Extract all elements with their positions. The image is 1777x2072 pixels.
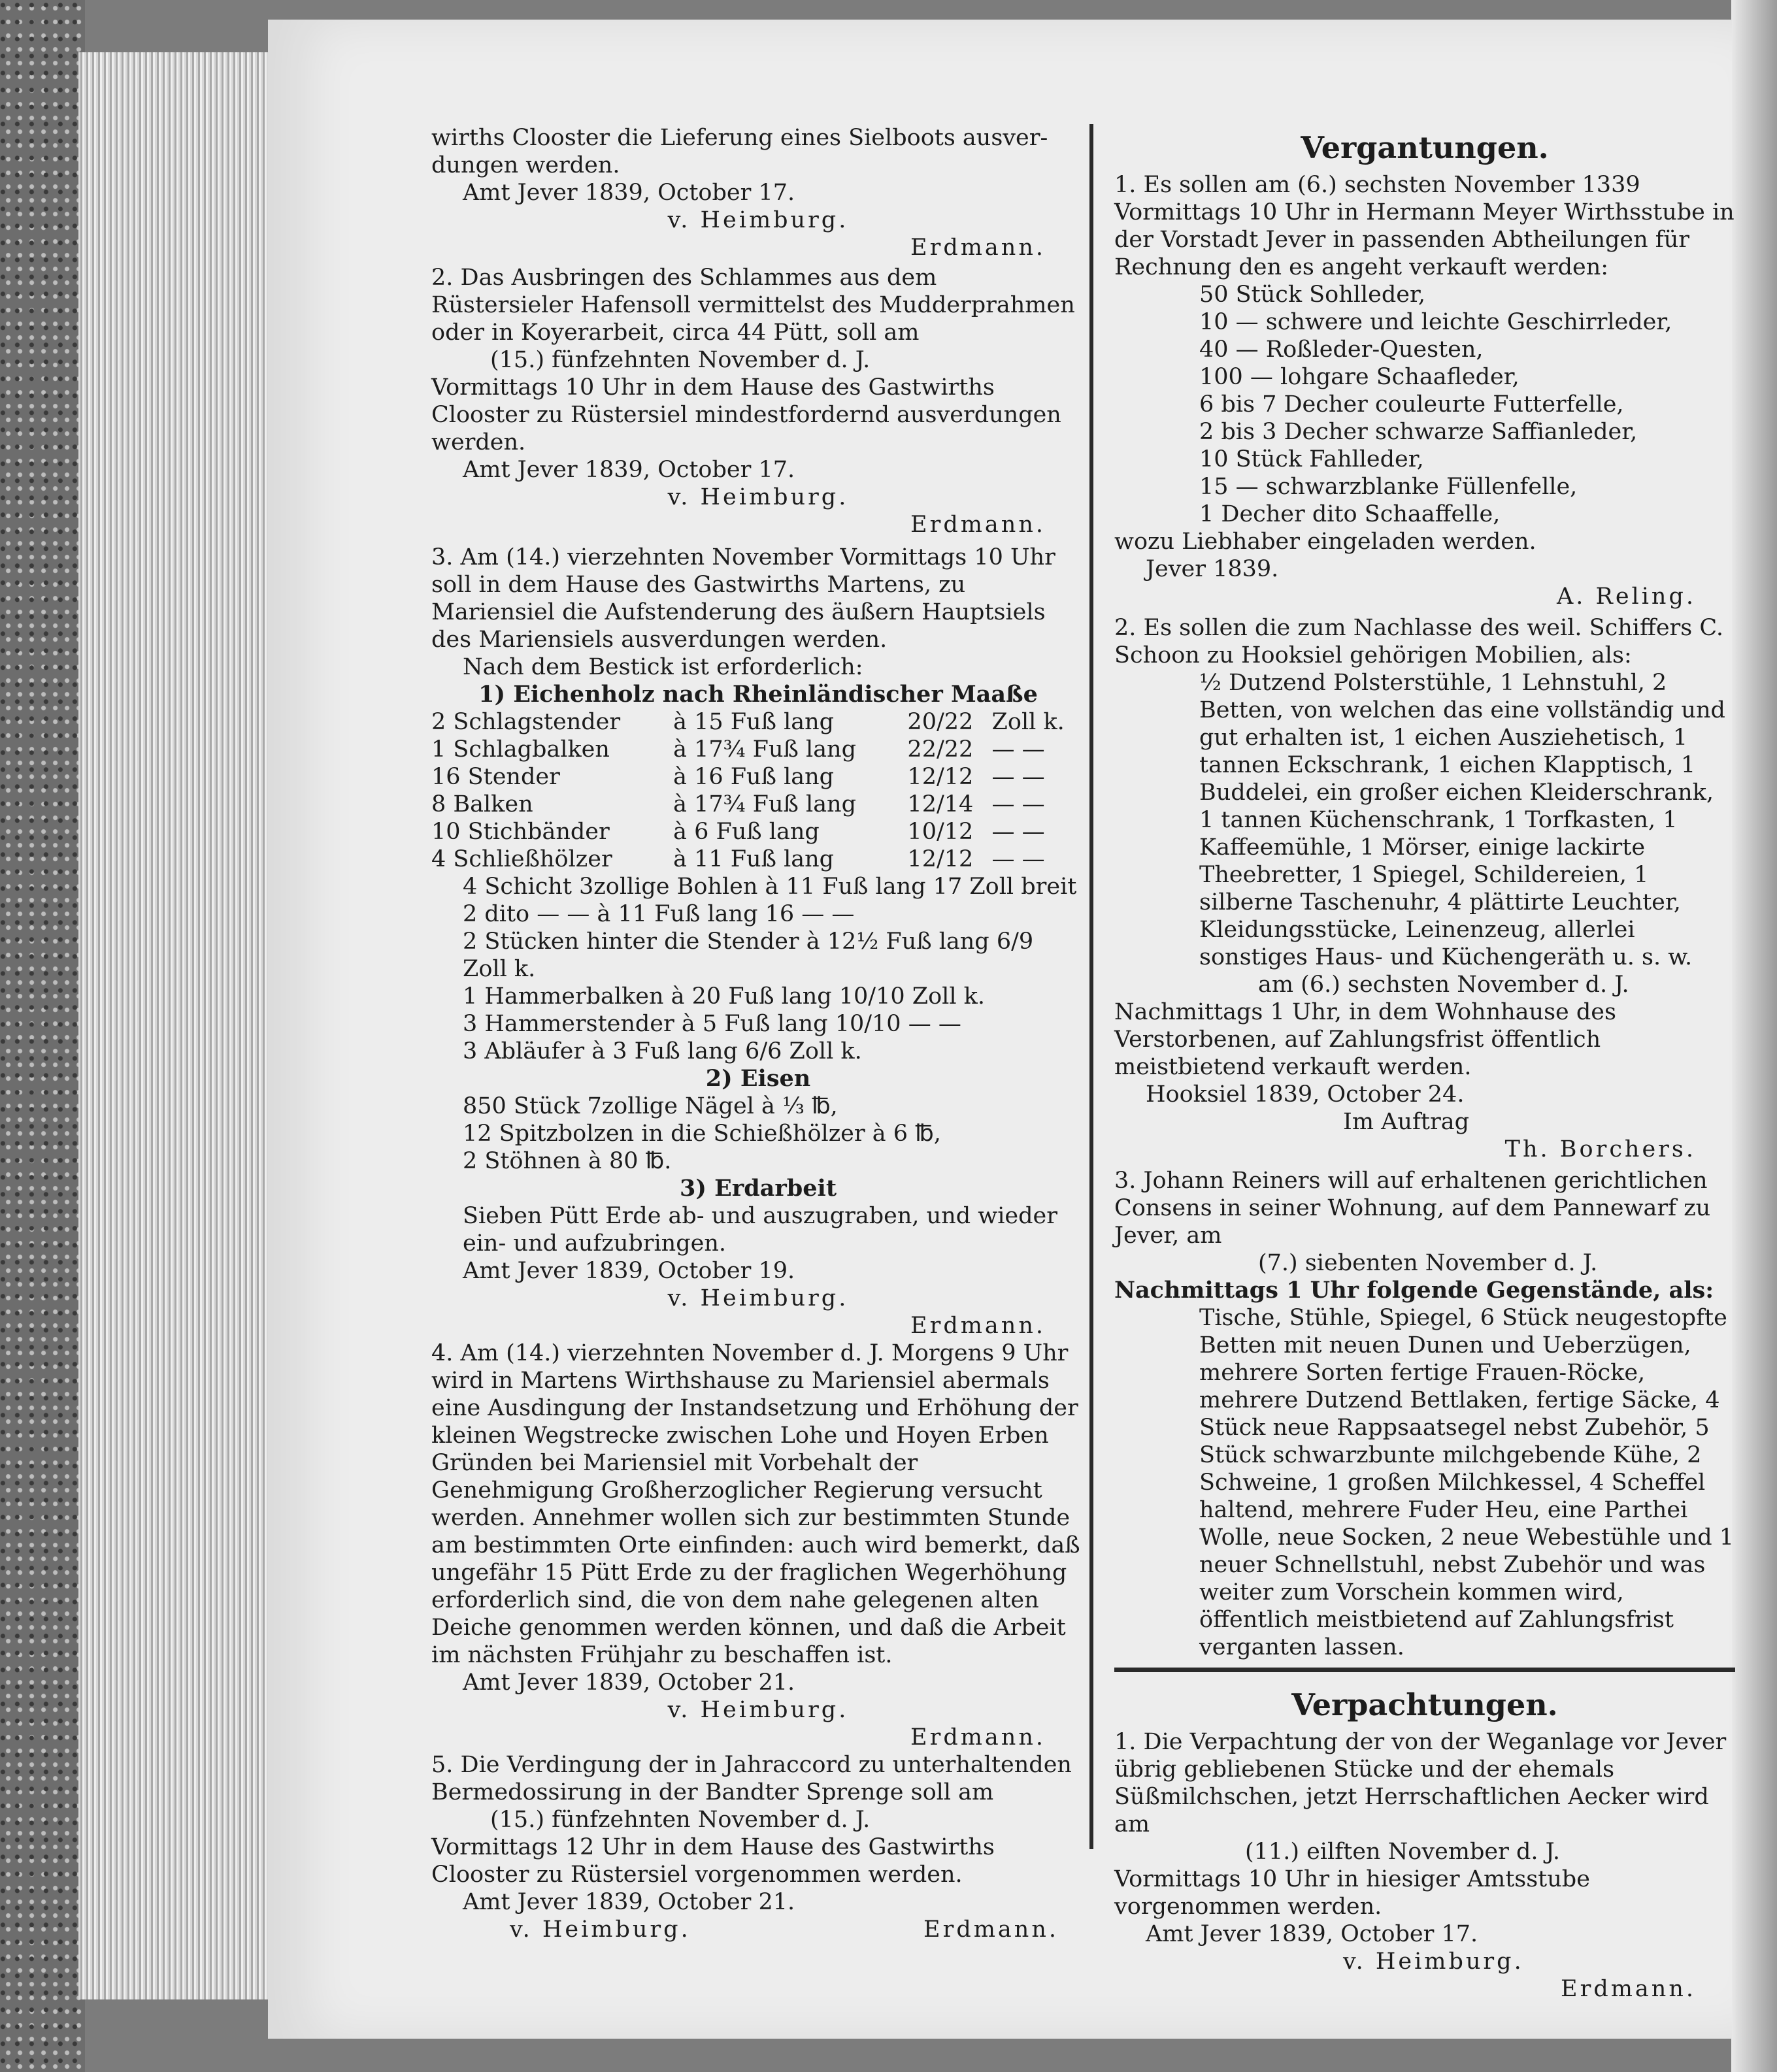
left-p0-sig2: Erdmann. (910, 235, 1046, 261)
list-item: 6 bis 7 Decher couleurte Futterfelle, (1199, 391, 1624, 418)
item-name: 16 Stender (431, 764, 560, 790)
left-para-4: 4. Am (14.) vierzehnten November d. J. Morgens 9 Uhr wird in Martens Wirthshause zu Mariensiel abermals eine Ausdingung der Instandsetzung und Erhöhung der kleinen Wegstrecke zwischen Lohe und Hoyen Erben Gründen bei Mariensiel mit Vorbehalt der Genehmigung Großherzoglicher Regierung versucht werden. Annehmer wollen sich zur bestimmten Stunde am bestimmten Orte einfinden: auch wird bemerkt, daß ungefähr 15 Pütt Erde zu der fraglichen Wegerhöhung erforderlich sind, die von dem nahe gelegenen alten Deiche genommen werden können, und daß die Arbeit im nächsten Frühjahr zu beschaffen ist. (431, 1340, 1080, 1668)
right-verpachtung-1: 1. Die Verpachtung der von der Weganlage vor Jever übrig gebliebenen Stücke und der ehemals Süßmilchschen, jetzt Herrschaftlichen Aecker wird am (1114, 1729, 1727, 1837)
item-name: 2 Schlagstender (431, 709, 621, 735)
item-length: à 15 Fuß lang (673, 709, 835, 735)
left-p2-when: (15.) fünfzehnten November d. J. (490, 347, 871, 373)
item-name: 8 Balken (431, 791, 533, 817)
left-p2-rest: Vormittags 10 Uhr in dem Hause des Gastwirths Clooster zu Rüstersiel mindestfordernd ausverdungen werden. (431, 374, 1061, 455)
list-item: 12 Spitzbolzen in die Schießhölzer à 6 ℔, (463, 1121, 941, 1147)
item-size: 10/12 (907, 819, 974, 845)
right-r1-tail: wozu Liebhaber eingeladen werden. (1114, 529, 1536, 555)
item-length: à 17¾ Fuß lang (673, 736, 857, 763)
right-r2-sig1: Im Auftrag (1343, 1109, 1469, 1135)
table-row (431, 818, 1085, 846)
left-p5-date: Amt Jever 1839, October 21. (463, 1889, 795, 1915)
item-unit: Zoll k. (991, 709, 1065, 735)
item-length: à 17¾ Fuß lang (673, 791, 857, 817)
right-column (1114, 124, 1735, 2003)
right-v1-date: Amt Jever 1839, October 17. (1146, 1921, 1478, 1947)
left-p5-when: (15.) fünfzehnten November d. J. (490, 1807, 871, 1833)
table-row (431, 791, 1085, 818)
list-item: 2 dito — — à 11 Fuß lang 16 — — (463, 901, 855, 927)
item-length: à 11 Fuß lang (673, 846, 835, 872)
list-item: 10 Stück Fahlleder, (1199, 446, 1424, 472)
list-item: 50 Stück Sohlleder, (1199, 282, 1426, 308)
right-r1-sig: A. Reling. (1556, 584, 1696, 610)
left-p3-sig2: Erdmann. (910, 1313, 1046, 1339)
left-p0-sig1: v. Heimburg. (667, 207, 849, 233)
item-name: 1 Schlagbalken (431, 736, 610, 763)
right-para-2: 2. Es sollen die zum Nachlasse des weil. Schiffers C. Schoon zu Hooksiel gehörigen Mobilien, als: (1114, 615, 1724, 668)
table-row (431, 708, 1085, 736)
section-divider (1114, 1668, 1735, 1672)
left-sec3-heading: 3) Erdarbeit (679, 1175, 837, 1202)
left-para-0: wirths Clooster die Lieferung eines Sielboots ausver-dungen werden. (431, 125, 1048, 178)
right-r2-date: Hooksiel 1839, October 24. (1146, 1081, 1465, 1108)
left-p5-sig1: v. Heimburg. (510, 1916, 691, 1943)
right-v1-rest: Vormittags 10 Uhr in hiesiger Amtsstube vorgenommen werden. (1114, 1866, 1590, 1920)
right-v1-sig1: v. Heimburg. (1343, 1949, 1524, 1975)
right-r2-sig2: Th. Borchers. (1504, 1136, 1696, 1162)
list-item: 3 Abläufer à 3 Fuß lang 6/6 Zoll k. (463, 1038, 862, 1064)
left-items1-table (431, 708, 1085, 873)
table-row (431, 763, 1085, 791)
right-r1-list (1114, 281, 1735, 528)
item-size: 12/12 (907, 764, 974, 790)
right-page-edge (1731, 0, 1777, 2072)
left-p4-date: Amt Jever 1839, October 21. (463, 1669, 795, 1696)
item-name: 10 Stichbänder (431, 819, 610, 845)
heading-vergantungen: Vergantungen. (1301, 130, 1549, 165)
list-item: 4 Schicht 3zollige Bohlen à 11 Fuß lang 17 Zoll breit (463, 874, 1077, 900)
item-name: 4 Schließhölzer (431, 846, 612, 872)
list-item: 3 Hammerstender à 5 Fuß lang 10/10 — — (463, 1011, 961, 1037)
list-item: 10 — schwere und leichte Geschirrleder, (1199, 309, 1672, 335)
left-p3-date: Amt Jever 1839, October 19. (463, 1258, 795, 1284)
left-p3-sig1: v. Heimburg. (667, 1285, 849, 1311)
right-v1-when: (11.) eilften November d. J. (1245, 1839, 1561, 1865)
right-r2-when: am (6.) sechsten November d. J. (1258, 972, 1629, 998)
left-p4-sig1: v. Heimburg. (667, 1697, 849, 1723)
list-item: 1 Hammerbalken à 20 Fuß lang 10/10 Zoll k. (463, 983, 986, 1010)
right-r1-date: Jever 1839. (1146, 556, 1279, 582)
left-para-3: 3. Am (14.) vierzehnten November Vormittags 10 Uhr soll in dem Hause des Gastwirths Martens, zu Mariensiel die Aufstenderung des äußern Hauptsiels des Mariensiels ausverdungen werden. (431, 544, 1055, 653)
item-size: 22/22 (907, 736, 974, 763)
item-length: à 16 Fuß lang (673, 764, 835, 790)
left-column (431, 124, 1085, 1943)
right-para-1: 1. Es sollen am (6.) sechsten November 1339 Vormittags 10 Uhr in Hermann Meyer Wirthsstube in der Vorstadt Jever in passenden Abtheilungen für Rechnung den es angeht verkauft werden: (1114, 172, 1735, 280)
item-size: 12/14 (907, 791, 974, 817)
right-r3-when: (7.) siebenten November d. J. (1258, 1250, 1598, 1276)
table-row (431, 736, 1085, 763)
item-unit: — — (991, 791, 1045, 817)
list-item: 2 Stöhnen à 80 ℔. (463, 1148, 672, 1174)
item-unit: — — (991, 736, 1045, 763)
right-r3-rest: Nachmittags 1 Uhr folgende Gegenstände, als: (1114, 1277, 1714, 1304)
right-r3-items: Tische, Stühle, Spiegel, 6 Stück neugestopfte Betten mit neuen Dunen und Ueberzügen, mehrere Sorten fertige Frauen-Röcke, mehrere Dutzend Bettlaken, fertige Säcke, 4 Stück neue Rappsaatsegel nebst Zubehör, 5 Stück schwarzbunte milchgebende Kühe, 2 Schweine, 1 großen Milchkessel, 4 Scheffel haltend, mehrere Fuder Heu, eine Parthei Wolle, neue Socken, 2 neue Webestühle und 1 neuer Schnellstuhl, nebst Zubehör und was weiter zum Vorschein kommen wird, öffentlich meistbietend auf Zahlungsfrist verganten lassen. (1199, 1305, 1735, 1660)
heading-verpachtungen: Verpachtungen. (1291, 1687, 1558, 1722)
table-row (431, 846, 1085, 873)
left-sec2-heading: 2) Eisen (705, 1065, 811, 1092)
item-length: à 6 Fuß lang (673, 819, 820, 845)
left-p5-rest: Vormittags 12 Uhr in dem Hause des Gastwirths Clooster zu Rüstersiel vorgenommen werden. (431, 1834, 995, 1888)
list-item: 850 Stück 7zollige Nägel à ⅓ ℔, (463, 1093, 838, 1119)
left-items3: Sieben Pütt Erde ab- und auszugraben, und wieder ein- und aufzubringen. (463, 1203, 1057, 1257)
left-p2-sig1: v. Heimburg. (667, 484, 849, 510)
list-item: 100 — lohgare Schaafleder, (1199, 364, 1520, 390)
list-item: 2 Stücken hinter die Stender à 12½ Fuß lang 6/9 Zoll k. (463, 929, 1034, 982)
right-r2-items: ½ Dutzend Polsterstühle, 1 Lehnstuhl, 2 Betten, von welchen das eine vollständig und gut erhalten ist, 1 eichen Ausziehetisch, 1 tannen Eckschrank, 1 eichen Klapptisch, 1 Buddelei, ein großer eichen Kleiderschrank, 1 tannen Küchenschrank, 1 Torfkasten, 1 Kaffeemühle, 1 Mörser, einige lackirte Theebretter, 1 Spiegel, Schildereien, 1 silberne Taschenuhr, 4 plättirte Leuchter, Kleidungsstücke, Leinenzeug, allerlei sonstiges Haus- und Küchengeräth u. s. w. (1199, 670, 1725, 970)
left-p2-date: Amt Jever 1839, October 17. (463, 457, 795, 483)
left-sec1-heading: 1) Eichenholz nach Rheinländischer Maaße (478, 681, 1038, 708)
left-para-5: 5. Die Verdingung der in Jahraccord zu unterhaltenden Bermedossirung in der Bandter Sprenge soll am (431, 1752, 1072, 1805)
page-stack-edges (78, 52, 274, 1999)
right-v1-sig2: Erdmann. (1561, 1976, 1696, 2002)
item-unit: — — (991, 846, 1045, 872)
left-p4-sig2: Erdmann. (910, 1724, 1046, 1751)
left-p3-intro: Nach dem Bestick ist erforderlich: (463, 654, 863, 680)
column-divider (1089, 124, 1093, 1849)
right-r2-rest: Nachmittags 1 Uhr, in dem Wohnhause des Verstorbenen, auf Zahlungsfrist öffentlich meistbietend verkauft werden. (1114, 999, 1616, 1080)
list-item: 1 Decher dito Schaaffelle, (1199, 501, 1501, 527)
item-unit: — — (991, 819, 1045, 845)
item-size: 20/22 (907, 709, 974, 735)
item-unit: — — (991, 764, 1045, 790)
list-item: 40 — Roßleder-Questen, (1199, 337, 1484, 363)
left-p0-date: Amt Jever 1839, October 17. (463, 180, 795, 206)
left-p5-sig2: Erdmann. (923, 1916, 1059, 1943)
left-p5-signatures (431, 1916, 1085, 1943)
item-size: 12/12 (907, 846, 974, 872)
left-p2-sig2: Erdmann. (910, 512, 1046, 538)
left-para-2: 2. Das Ausbringen des Schlammes aus dem Rüstersieler Hafensoll vermittelst des Mudderprahmen oder in Koyerarbeit, circa 44 Pütt, soll am (431, 265, 1075, 346)
list-item: 15 — schwarzblanke Füllenfelle, (1199, 474, 1578, 500)
list-item: 2 bis 3 Decher schwarze Saffianleder, (1199, 419, 1638, 445)
right-para-3: 3. Johann Reiners will auf erhaltenen gerichtlichen Consens in seiner Wohnung, auf dem Pannewarf zu Jever, am (1114, 1168, 1711, 1249)
book-cover-edge (0, 0, 85, 2072)
